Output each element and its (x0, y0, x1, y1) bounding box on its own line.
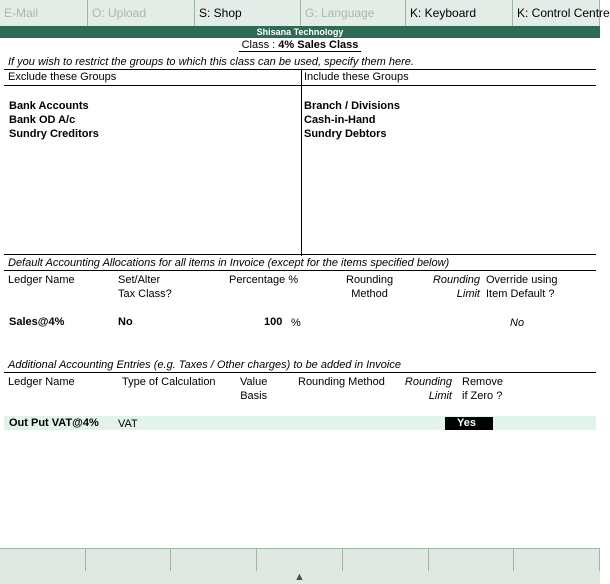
include-group-item[interactable]: Branch / Divisions (304, 100, 400, 112)
col-type-of-calculation: Type of Calculation (122, 376, 216, 388)
include-group-item[interactable]: Sundry Debtors (304, 128, 387, 140)
col-set-alter-line2: Tax Class? (118, 288, 172, 300)
col-override (486, 273, 558, 301)
col-add-rounding-method: Rounding Method (298, 376, 385, 388)
override-value[interactable]: No (510, 317, 525, 329)
exclude-groups-heading: Exclude these Groups (8, 71, 117, 83)
col-override-line2: Item Default ? (486, 288, 555, 300)
col-set-alter-line1: Set/Alter (118, 274, 161, 286)
control-centre-button[interactable]: K: Control Centre (513, 0, 600, 26)
col-set-alter (118, 273, 172, 301)
default-allocations-title: Default Accounting Allocations for all items in Invoice (except for the items specified below) (8, 257, 450, 269)
col-rounding-limit (432, 273, 480, 301)
col-remove-line2: if Zero ? (462, 390, 503, 402)
bottom-button[interactable] (343, 549, 429, 571)
bottom-button[interactable] (0, 549, 86, 571)
col-add-rounding-limit (404, 375, 452, 403)
col-add-rounding-limit-line1: Rounding (404, 376, 452, 388)
bottom-button[interactable] (86, 549, 172, 571)
col-rounding-line1: Rounding (346, 274, 394, 286)
additional-entries-divider (4, 372, 596, 373)
col-override-line1: Override using (486, 274, 558, 286)
col-rounding-line2: Method (351, 288, 388, 300)
class-label: Class : (241, 39, 276, 51)
default-allocations-divider (4, 270, 596, 271)
groups-panel (4, 69, 596, 255)
col-percentage: Percentage % (229, 274, 299, 286)
additional-ledger-value[interactable]: Out Put VAT@4% (9, 417, 99, 429)
percentage-value[interactable]: 100 (264, 316, 283, 328)
bottom-button-bar (0, 548, 600, 584)
include-group-item[interactable]: Cash-in-Hand (304, 114, 376, 126)
remove-if-zero-field[interactable]: Yes (445, 417, 493, 430)
exclude-group-item[interactable]: Sundry Creditors (9, 128, 99, 140)
language-button[interactable]: G: Language (301, 0, 406, 26)
company-title-bar: Shisana Technology (0, 26, 600, 38)
set-alter-value[interactable]: No (118, 316, 133, 328)
exclude-groups-list (9, 99, 99, 141)
keyboard-button[interactable]: K: Keyboard (406, 0, 513, 26)
bottom-button[interactable] (257, 549, 343, 571)
col-value-basis-line1: Value (240, 376, 268, 388)
col-rounding-limit-line2: Limit (456, 288, 480, 300)
shop-button[interactable]: S: Shop (195, 0, 301, 26)
col-value-basis-line2: Basis (240, 390, 268, 402)
email-button[interactable]: E-Mail (0, 0, 88, 26)
class-value: 4% Sales Class (278, 39, 359, 51)
exclude-group-item[interactable]: Bank OD A/c (9, 114, 76, 126)
bottom-button[interactable] (514, 549, 600, 571)
include-groups-list (304, 99, 400, 141)
col-add-ledger-name: Ledger Name (8, 376, 75, 388)
col-ledger-name: Ledger Name (8, 274, 75, 286)
exclude-group-item[interactable]: Bank Accounts (9, 100, 89, 112)
col-remove-line1: Remove (462, 376, 503, 388)
additional-entries-title: Additional Accounting Entries (e.g. Taxes / Other charges) to be added in Invoice (8, 359, 401, 371)
groups-column-divider (301, 70, 302, 256)
col-value-basis (240, 375, 267, 403)
percentage-sign: % (291, 317, 301, 329)
chevron-up-icon[interactable]: ▲ (294, 571, 305, 583)
col-rounding-limit-line1: Rounding (432, 274, 480, 286)
bottom-button[interactable] (429, 549, 515, 571)
bottom-button[interactable] (171, 549, 257, 571)
restrict-hint: If you wish to restrict the groups to which this class can be used, specify them here. (8, 56, 414, 68)
class-name-line (0, 39, 600, 52)
col-remove-if-zero (462, 375, 503, 403)
include-groups-heading: Include these Groups (304, 71, 409, 83)
groups-header-divider (4, 85, 596, 86)
top-menu-bar (0, 0, 610, 26)
type-of-calculation-value[interactable]: VAT (118, 418, 138, 430)
default-ledger-value[interactable]: Sales@4% (9, 316, 65, 328)
col-add-rounding-limit-line2: Limit (428, 390, 452, 402)
class-field[interactable] (239, 39, 362, 52)
upload-button[interactable]: O: Upload (88, 0, 195, 26)
col-rounding-method (346, 273, 393, 301)
